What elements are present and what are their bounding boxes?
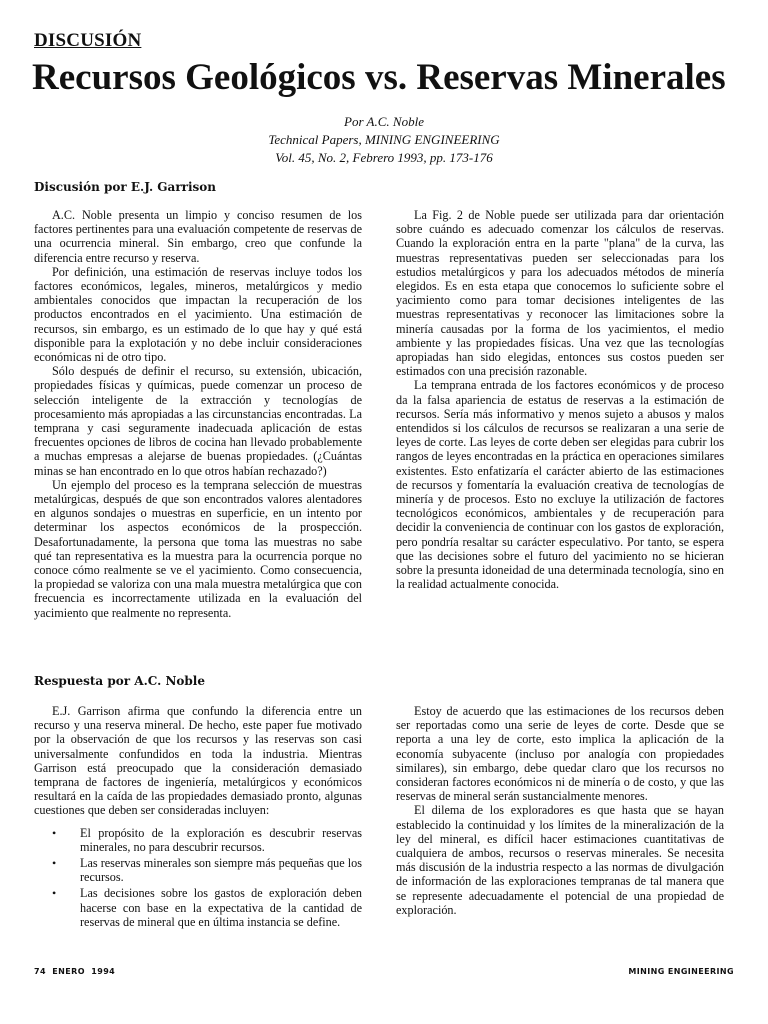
byline-author: Por A.C. Noble xyxy=(344,114,424,129)
paragraph: Un ejemplo del proceso es la temprana selección de muestras metalúrgicas, después de que son encontrados valores alentadores en algunos sondajes o muestras en superficie, en un intento por determinar los aspectos económicos de la prospección. Desafortunadamente, la persona que toma las muestras no sabe qué tan representativa es la muestra para la ocurrencia porque no conoce cómo realmente se ve el yacimiento. Como consecuencia, la propiedad se valoriza con una mala muestra metalúrgica que con frecuencia es incorrectamente utilizada en la evaluación del yacimiento que realmente no representa. xyxy=(34,477,362,620)
response-right-column xyxy=(396,704,724,917)
bullet-icon: • xyxy=(52,886,57,901)
bullet-icon: • xyxy=(52,825,57,840)
section-tag: DISCUSIÓN xyxy=(34,30,142,51)
footer-page-info: 74 ENERO 1994 xyxy=(34,967,116,976)
byline-source: Technical Papers, MINING ENGINEERING xyxy=(268,132,500,147)
discussion-right-column xyxy=(396,208,724,591)
discussion-left-column xyxy=(34,208,362,620)
bullet-list xyxy=(34,826,362,929)
paragraph: La temprana entrada de los factores económicos y de proceso da la falsa apariencia de estatus de reservas a la estimación de recursos. Sería más informativo y menos sujeto a abusos y malos entendidos si los cálculos de recursos se realizaran a una serie de leyes de corte. Las leyes de corte deben ser elegidas para cubrir los rangos de leyes encontradas en la práctica en operaciones similares existentes. Esto enfatizaría el carácter abierto de las estimaciones de recursos y fomentaría la evaluación creativa de tecnologías de minería y de procesos. Esto no excluye la utilización de factores tecnológicos económicos, ambientales y de recuperación para decidir la conveniencia de continuar con los gastos de exploración, pero pondría resaltar su carácter especulativo. Por tanto, se espera que las decisiones sobre el futuro del yacimiento no se hicieran sobre la presunta idoneidad de una determinada tecnología, sino en la realidad actualmente conocida. xyxy=(396,378,724,592)
list-item: • Las decisiones sobre los gastos de exploración deben hacerse con base en la expectativa de la cantidad de reservas de mineral que en última instancia se define. xyxy=(52,886,362,929)
paragraph: El dilema de los exploradores es que hasta que se hayan establecido la continuidad y los límites de la mineralización de la ley del mineral, es difícil hacer estimaciones cuantitativas de cualquiera de ambos, recursos o reservas minerales. Se necesita más discusión de la industria respecto a las normas de divulgación de información de las exploraciones tempranas de tal manera que se represente adecuadamente el potencial de una propiedad de exploración. xyxy=(396,803,724,917)
paragraph: Estoy de acuerdo que las estimaciones de los recursos deben ser reportadas como una serie de leyes de corte. Desde que se reporta a una ley de corte, esto implica la aplicación de la economía subyacente (incluso por analogía con propiedades similares), sin embargo, debe quedar claro que los recursos no consideran factores económicos ni de minería o de costo, y que las reservas de mineral serán sustancialmente menores. xyxy=(396,704,724,804)
paragraph: La Fig. 2 de Noble puede ser utilizada para dar orientación sobre cuándo es adecuado comenzar los cálculos de reservas. Cuando la exploración entra en la parte "plana" de la curva, las muestras representativas pueden ser seleccionadas para los estudios metalúrgicos y para los adecuados métodos de minería elegidos. Es en esta etapa que conocemos lo suficiente sobre el yacimiento como para tomar decisiones inteligentes de las muestras representativas y reconocer las limitaciones sobre la minería causadas por la forma de los yacimientos, el medio ambiente y las propiedades físicas. Una vez que las tecnologías apropiadas han sido elegidas, entonces sus costos pueden ser estimados con una precisión razonable. xyxy=(396,208,724,379)
paragraph: A.C. Noble presenta un limpio y conciso resumen de los factores pertinentes para una evaluación competente de reservas de una ocurrencia mineral. Sin embargo, creo que confunde la diferencia entre recurso y reserva. xyxy=(34,208,362,265)
page-title: Recursos Geológicos vs. Reservas Minerales xyxy=(32,57,726,98)
response-left-column xyxy=(34,704,362,931)
byline xyxy=(0,113,768,167)
response-heading: Respuesta por A.C. Noble xyxy=(34,674,205,688)
list-item: • Las reservas minerales son siempre más pequeñas que los recursos. xyxy=(52,856,362,885)
footer-publication: MINING ENGINEERING xyxy=(628,967,734,976)
byline-citation: Vol. 45, No. 2, Febrero 1993, pp. 173-176 xyxy=(275,150,493,165)
discussion-heading: Discusión por E.J. Garrison xyxy=(34,180,217,194)
paragraph: E.J. Garrison afirma que confundo la diferencia entre un recurso y una reserva mineral. De hecho, este paper fue motivado por la observación de que los recursos y las reservas son casi universalmente confundidos en toda la industria. Mientras Garrison está preocupado que la consideración demasiado temprana de factores de ingeniería, metalúrgicos y económicos resultará en la caída de las propiedades demasiado pronto, algunas cuestiones que deben ser consideradas incluyen: xyxy=(34,704,362,818)
list-item: • El propósito de la exploración es descubrir reservas minerales, no para descubrir recursos. xyxy=(52,825,362,854)
paragraph: Por definición, una estimación de reservas incluye todos los factores económicos, legales, mineros, metalúrgicos y medio ambientales conocidos que impactan la recuperación de los productos encontrados en el yacimiento. Una estimación de recursos, sin embargo, es un estimado de lo que hay y qué está disponible para la explotación y no debe incluir consideraciones económicas ni de otro tipo. xyxy=(34,264,362,365)
paragraph: Sólo después de definir el recurso, su extensión, ubicación, propiedades físicas y químicas, puede comenzar un proceso de selección inteligente de la extracción y tecnologías de procesamiento más apropiadas a las circunstancias encontradas. La temprana y casi seguramente inadecuada aplicación de estas frecuentes opciones de libros de cocina han llevado probablemente a muchas empresas a alejarse de buenas propiedades. (¿Cuántas minas se han encontrado en lo que otros habían rechazado?) xyxy=(34,364,362,478)
bullet-icon: • xyxy=(52,856,57,871)
